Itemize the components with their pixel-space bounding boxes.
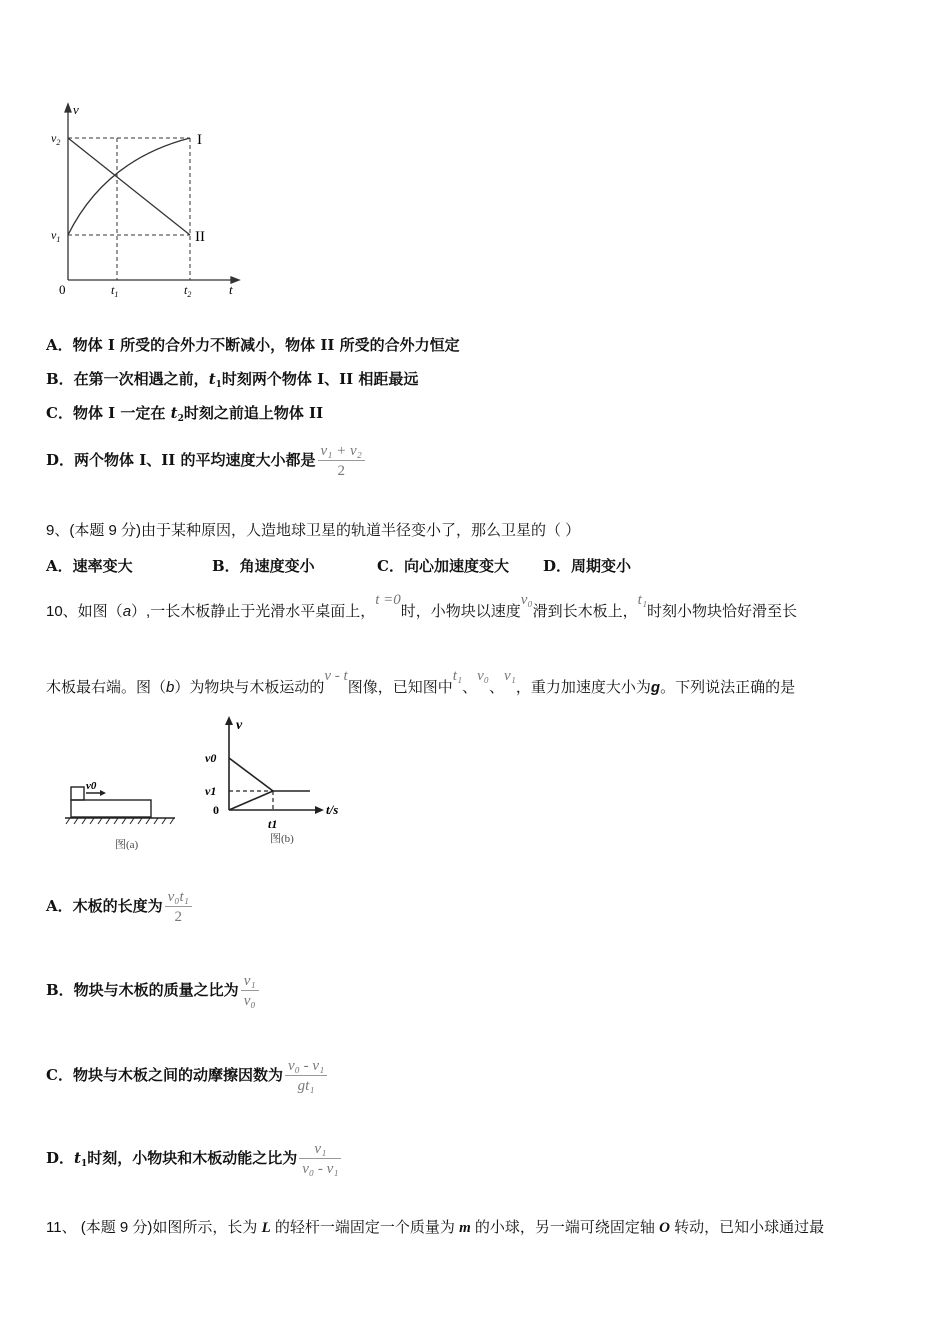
- fraction: [285, 1057, 327, 1096]
- y-label: v: [73, 102, 79, 117]
- origin-label: 0: [59, 282, 66, 297]
- board-line: [229, 791, 273, 810]
- q11-stem: [46, 1218, 824, 1238]
- text: 10、如图（: [46, 603, 123, 620]
- x-label: t: [229, 282, 233, 297]
- text: ）为物块与木板运动的: [174, 679, 325, 696]
- q9-stem: 9、(本题 9 分)由于某种原因，人造地球卫星的轨道半径变小了，那么卫星的（ ）: [46, 522, 581, 539]
- text: 的轻杆一端固定一个质量为: [270, 1219, 460, 1236]
- text: 时刻小物块恰好滑至长: [647, 603, 798, 620]
- denominator: 2: [337, 462, 345, 479]
- sub: 2: [177, 414, 184, 424]
- numerator: v₁: [241, 972, 259, 991]
- var: t: [170, 404, 178, 422]
- text: 、: [489, 679, 505, 696]
- v1-label: v1: [205, 784, 217, 798]
- fraction: [299, 1140, 341, 1179]
- var: g: [650, 679, 661, 696]
- numerator: v₁: [299, 1140, 341, 1159]
- numerator: v₀t₁: [165, 888, 192, 907]
- text: 图像，已知图中: [347, 679, 453, 696]
- q8-option-b: [46, 369, 418, 395]
- curve-I-label: I: [197, 132, 202, 148]
- q10-option-a: [46, 884, 192, 928]
- var: L: [261, 1220, 271, 1236]
- hatch: [66, 818, 174, 824]
- board: [71, 800, 151, 817]
- q8-option-c: [46, 403, 323, 429]
- q9-option-a: A．速率变大: [46, 557, 133, 575]
- block: [71, 787, 84, 800]
- var: a: [122, 603, 132, 620]
- caption: 图(b): [270, 833, 294, 845]
- numerator: v₀ - v₁: [285, 1057, 327, 1076]
- denominator: 2: [174, 908, 183, 925]
- t1-label: t1: [268, 817, 278, 831]
- x-label: t/s: [326, 802, 339, 817]
- text: 的小球，另一端可绕固定轴: [470, 1219, 660, 1236]
- q8-option-d: [46, 438, 365, 482]
- q10-stem-line1: [46, 592, 798, 622]
- guide-lines: [68, 138, 190, 280]
- text: 滑到长木板上，: [532, 603, 638, 620]
- math: v - t: [324, 668, 348, 684]
- v2-label: $v_2$: [51, 131, 61, 147]
- text: 时刻之前追上物体 II: [183, 404, 324, 422]
- v0-label: v0: [205, 751, 217, 765]
- text: 、: [462, 679, 478, 696]
- q8-vt-graph: [45, 100, 245, 300]
- q10-figure-a: [60, 780, 180, 855]
- curve-II-label: II: [195, 229, 205, 245]
- line-II: [68, 138, 190, 235]
- math: v₀: [520, 592, 533, 608]
- t1-label: $t_1$: [111, 283, 119, 299]
- var: t: [74, 1149, 81, 1167]
- text: 。下列说法正确的是: [660, 679, 796, 696]
- denominator: v₀ - v₁: [302, 1160, 339, 1177]
- text: 木板最右端。图（: [46, 679, 167, 696]
- sub: 1: [80, 1159, 88, 1169]
- text: D．: [46, 1149, 75, 1167]
- fraction: [241, 972, 259, 1011]
- text: 转动，已知小球通过最: [669, 1219, 825, 1236]
- sub: 1: [215, 380, 222, 390]
- caption: 图(a): [115, 839, 139, 851]
- text: 时，小物块以速度: [400, 603, 521, 620]
- text: A．木板的长度为: [46, 897, 163, 915]
- text: 11、 (本题 9 分)如图所示，长为: [46, 1219, 262, 1236]
- math: t =0: [375, 592, 401, 608]
- y-label: v: [236, 718, 243, 733]
- v0-label: v0: [86, 780, 97, 792]
- var: b: [166, 679, 175, 696]
- q8-option-a: A．物体 I 所受的合外力不断减小，物体 II 所受的合外力恒定: [46, 336, 460, 354]
- fraction: [165, 888, 192, 927]
- q10-option-d: [46, 1136, 341, 1186]
- text: B．在第一次相遇之前，: [46, 370, 209, 388]
- q10-figure-b: [200, 712, 360, 852]
- text: C．物块与木板之间的动摩擦因数为: [46, 1066, 283, 1084]
- math: t₁: [452, 668, 463, 684]
- y-arrow: [65, 104, 71, 112]
- math: v₁: [504, 668, 516, 684]
- text: ）,一长木板静止于光滑水平桌面上，: [131, 603, 376, 620]
- text: D．两个物体 I、II 的平均速度大小都是: [46, 451, 316, 469]
- q10-option-c: [46, 1053, 327, 1097]
- v1-label: $v_1$: [51, 228, 61, 244]
- origin-label: 0: [213, 803, 219, 817]
- q9-option-c: C．向心加速度变大: [377, 557, 509, 575]
- var: O: [659, 1220, 670, 1236]
- q9-option-d: D．周期变小: [543, 557, 632, 575]
- q9-option-b: B．角速度变小: [212, 557, 315, 575]
- text: ，重力加速度大小为: [515, 679, 651, 696]
- text: C．物体 I 一定在: [46, 404, 171, 422]
- numerator: v₁ + v₂: [318, 442, 365, 461]
- fraction: [318, 442, 365, 481]
- text: 时刻，小物块和木板动能之比为: [87, 1149, 298, 1167]
- q10-stem-line2: [46, 668, 796, 698]
- var: m: [459, 1220, 471, 1236]
- math: v₀: [477, 668, 489, 684]
- denominator: gt₁: [297, 1077, 315, 1094]
- text: B．物块与木板的质量之比为: [46, 981, 239, 999]
- block-line: [229, 758, 273, 791]
- text: 时刻两个物体 I、II 相距最远: [221, 370, 419, 388]
- q10-option-b: [46, 968, 259, 1012]
- t2-label: $t_2$: [184, 283, 192, 299]
- denominator: v₀: [243, 992, 256, 1009]
- var: t: [208, 370, 216, 388]
- math: t₁: [637, 592, 648, 608]
